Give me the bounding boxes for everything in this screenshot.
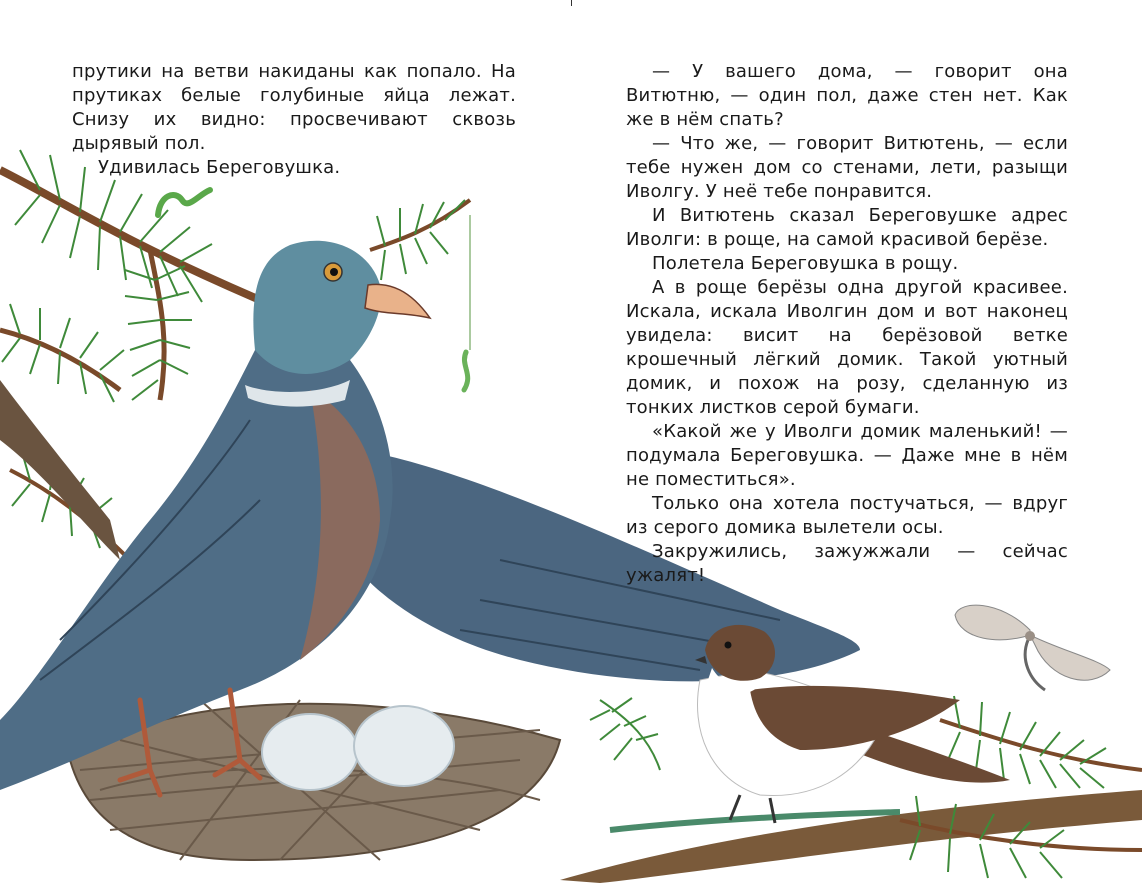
tree-trunk xyxy=(0,380,120,560)
paragraph: прутики на ветви накиданы как попало. На прутиках белые голубиные яйца лежат. Снизу их видно: просвечивают сквозь дырявый пол. xyxy=(72,61,516,154)
left-page-text xyxy=(72,60,516,180)
egg-2 xyxy=(354,706,454,786)
pigeon-head xyxy=(253,241,381,374)
paragraph: Только она хотела постучаться, — вдруг из серого домика вылетели осы. xyxy=(626,493,1068,538)
egg-1 xyxy=(262,714,358,790)
paragraph: Удивилась Береговушка. xyxy=(98,157,341,178)
paragraph: — Что же, — говорит Витютень, — если тебе нужен дом со стенами, лети, разыщи Иволгу. У неё тебе понравится. xyxy=(626,133,1068,202)
right-page-text xyxy=(626,60,1068,588)
paragraph: «Какой же у Иволги домик маленький! — подумала Береговушка. — Даже мне в нём не поместиться». xyxy=(626,421,1068,490)
moth-icon xyxy=(955,605,1110,690)
paragraph: — У вашего дома, — говорит она Витютню, — один пол, даже стен нет. Как же в нём спать? xyxy=(626,61,1068,130)
paragraph: Полетела Береговушка в рощу. xyxy=(652,253,959,274)
paragraph: И Витютень сказал Береговушке адрес Иволги: в роще, на самой красивой берёзе. xyxy=(626,205,1068,250)
paragraph: А в роще берёзы одна другой красивее. Искала, искала Иволгин дом и вот наконец увидела: висит на берёзовой ветке крошечный лёгкий домик. Такой уютный домик, и похож на розу, сделанную из тонких листков серой бумаги. xyxy=(626,277,1068,418)
paragraph: Закружились, зажужжали — сейчас ужалят! xyxy=(626,541,1068,586)
martin-eye xyxy=(725,642,732,649)
martin-wing xyxy=(750,686,960,750)
